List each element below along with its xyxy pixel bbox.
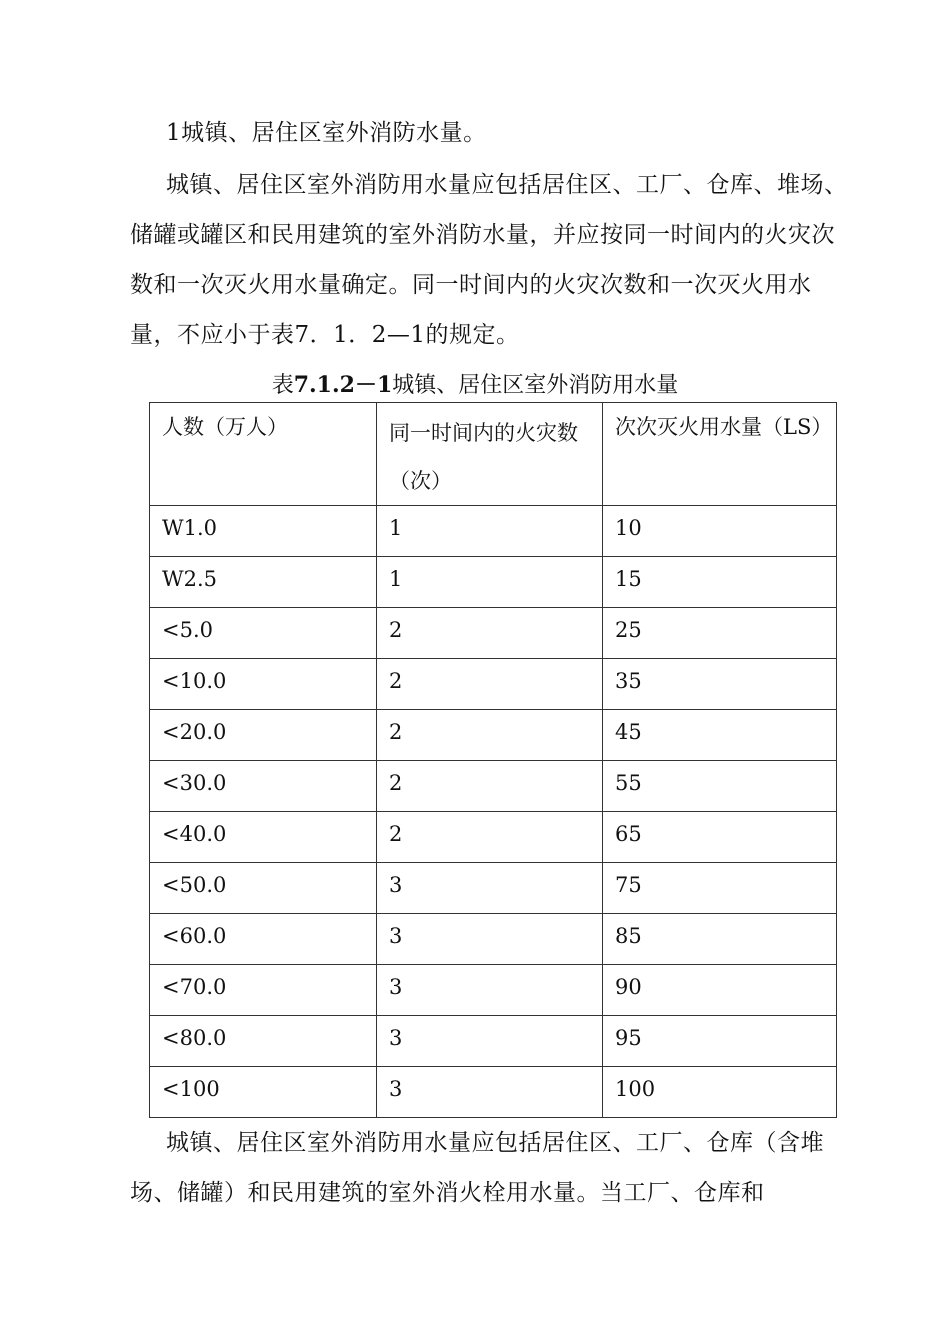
cell-population: <80.0 <box>150 1016 377 1067</box>
table-row <box>150 965 837 1016</box>
section-title-text: 1城镇、居住区室外消防水量。 <box>166 120 487 146</box>
table-row <box>150 914 837 965</box>
cell-population: <10.0 <box>150 659 377 710</box>
table-body <box>150 506 837 1118</box>
table-row <box>150 761 837 812</box>
cell-water-volume: 95 <box>603 1016 837 1067</box>
caption-number: 7.1.2－1 <box>293 372 393 398</box>
section-title <box>130 108 850 158</box>
cell-water-volume: 100 <box>603 1067 837 1118</box>
table-row <box>150 812 837 863</box>
cell-population: <5.0 <box>150 608 377 659</box>
cell-water-volume: 65 <box>603 812 837 863</box>
cell-population: W2.5 <box>150 557 377 608</box>
table-row <box>150 1067 837 1118</box>
cell-fire-count: 3 <box>377 965 603 1016</box>
cell-water-volume: 90 <box>603 965 837 1016</box>
header-population: 人数（万人） <box>150 403 377 506</box>
cell-population: W1.0 <box>150 506 377 557</box>
water-volume-table <box>149 402 837 1118</box>
cell-water-volume: 75 <box>603 863 837 914</box>
cell-fire-count: 2 <box>377 812 603 863</box>
cell-water-volume: 55 <box>603 761 837 812</box>
cell-fire-count: 3 <box>377 863 603 914</box>
cell-fire-count: 1 <box>377 557 603 608</box>
header-water-volume: 次次灭火用水量（LS） <box>603 403 837 506</box>
cell-water-volume: 45 <box>603 710 837 761</box>
cell-fire-count: 3 <box>377 1016 603 1067</box>
cell-fire-count: 3 <box>377 914 603 965</box>
table-row <box>150 1016 837 1067</box>
table-row <box>150 557 837 608</box>
paragraph-2 <box>130 1118 850 1218</box>
caption-title: 城镇、居住区室外消防用水量 <box>392 373 679 398</box>
cell-population: <60.0 <box>150 914 377 965</box>
cell-fire-count: 2 <box>377 710 603 761</box>
table-row <box>150 506 837 557</box>
cell-water-volume: 25 <box>603 608 837 659</box>
table-caption <box>0 367 950 404</box>
cell-fire-count: 2 <box>377 608 603 659</box>
cell-population: <100 <box>150 1067 377 1118</box>
caption-prefix: 表 <box>271 373 294 398</box>
table-row <box>150 608 837 659</box>
paragraph-1-text: 城镇、居住区室外消防用水量应包括居住区、工厂、仓库、堆场、储罐或罐区和民用建筑的室外消防水量，并应按同一时间内的火灾次数和一次灭火用水量确定。同一时间内的火灾次数和一次灭火用水量，不应小于表7．1．2—1的规定。 <box>130 172 848 348</box>
cell-fire-count: 2 <box>377 761 603 812</box>
table-row <box>150 710 837 761</box>
cell-population: <40.0 <box>150 812 377 863</box>
paragraph-1 <box>130 160 850 360</box>
cell-water-volume: 35 <box>603 659 837 710</box>
cell-population: <20.0 <box>150 710 377 761</box>
cell-fire-count: 2 <box>377 659 603 710</box>
table-row <box>150 659 837 710</box>
cell-fire-count: 1 <box>377 506 603 557</box>
cell-population: <30.0 <box>150 761 377 812</box>
cell-population: <50.0 <box>150 863 377 914</box>
table-header-row <box>150 403 837 506</box>
cell-fire-count: 3 <box>377 1067 603 1118</box>
paragraph-2-text: 城镇、居住区室外消防用水量应包括居住区、工厂、仓库（含堆场、储罐）和民用建筑的室外消火栓用水量。当工厂、仓库和 <box>130 1130 824 1206</box>
table-row <box>150 863 837 914</box>
cell-water-volume: 15 <box>603 557 837 608</box>
cell-water-volume: 85 <box>603 914 837 965</box>
cell-population: <70.0 <box>150 965 377 1016</box>
cell-water-volume: 10 <box>603 506 837 557</box>
header-fire-count: 同一时间内的火灾数（次） <box>377 403 603 506</box>
